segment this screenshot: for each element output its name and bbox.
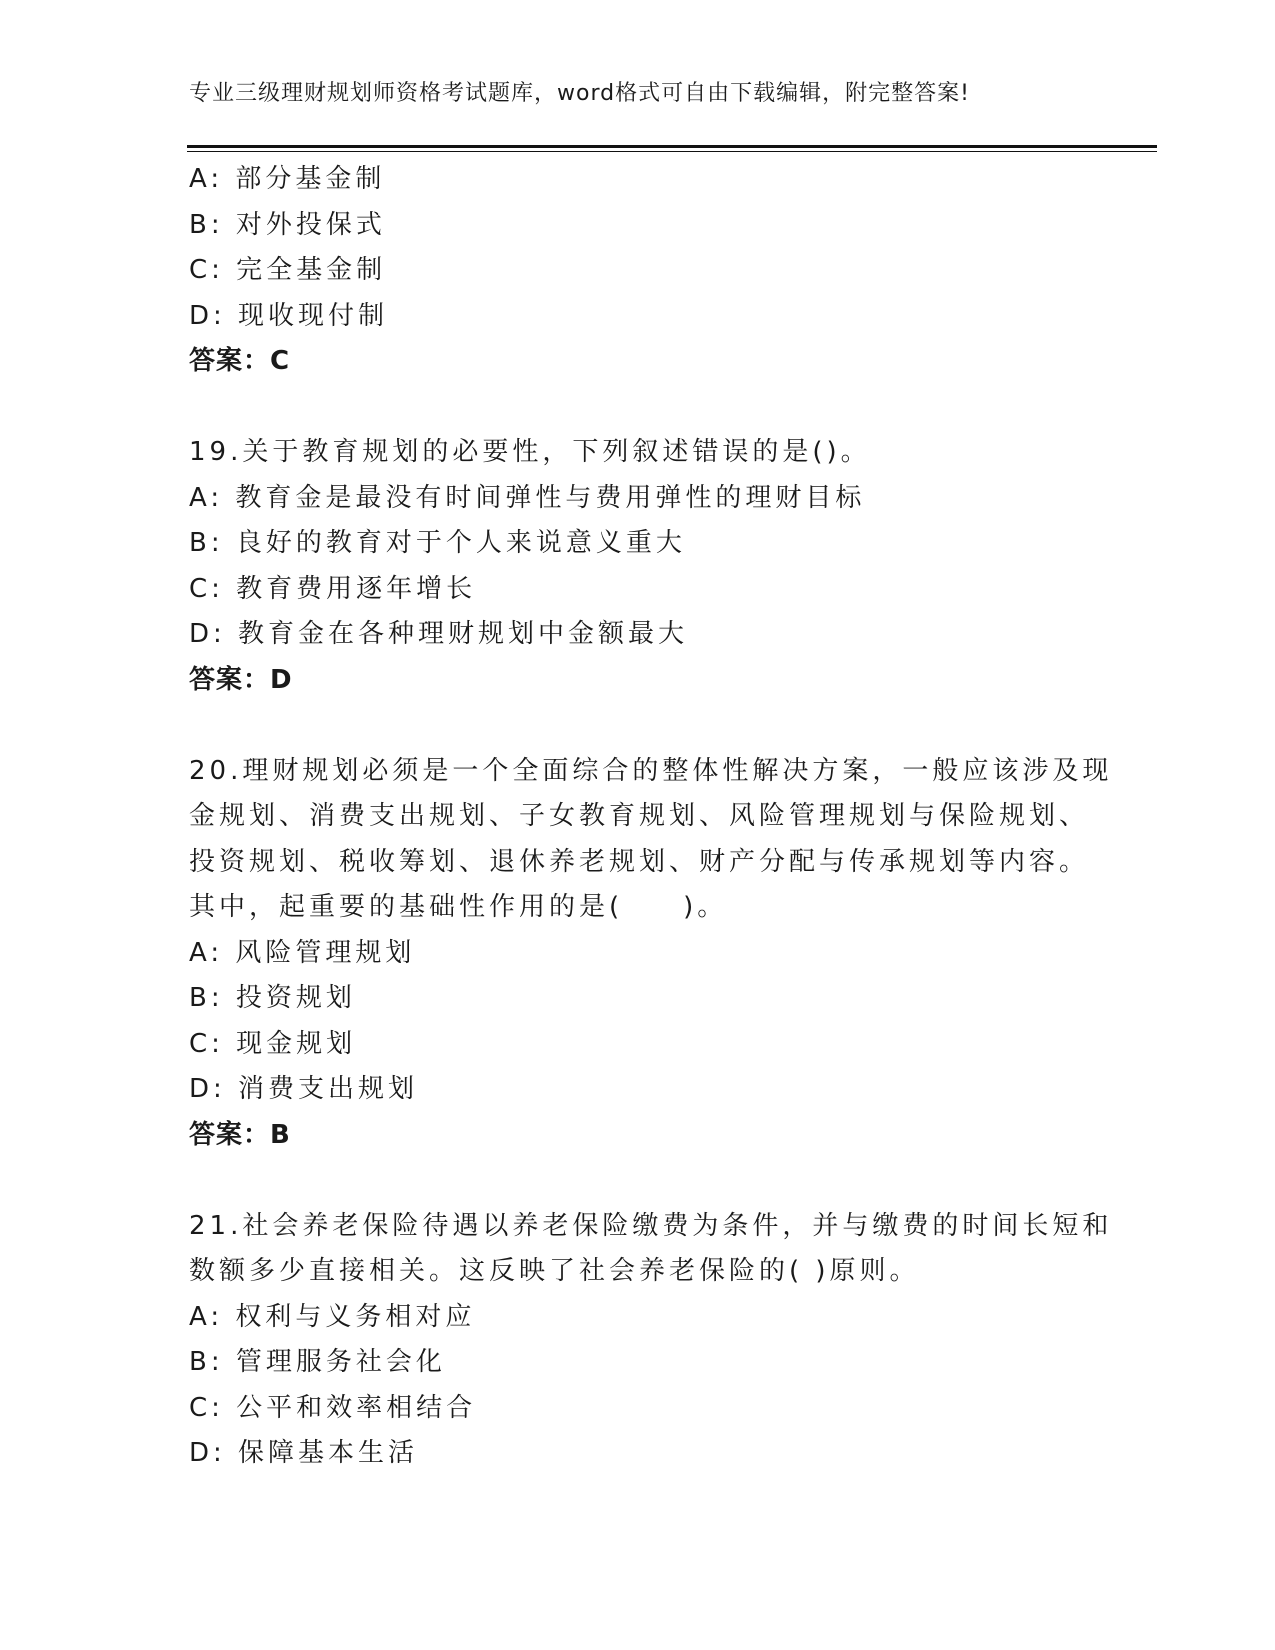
option-c: C: 现金规划	[189, 1028, 357, 1059]
question-stem: 20.理财规划必须是一个全面综合的整体性解决方案，一般应该涉及现	[189, 755, 1113, 786]
question-18-block	[189, 157, 1089, 385]
option-a: A: 风险管理规划	[189, 937, 416, 968]
option-c: C: 完全基金制	[189, 255, 387, 285]
question-stem: 其中，起重要的基础性作用的是( )。	[189, 892, 728, 922]
option-c: C: 公平和效率相结合	[189, 1392, 477, 1423]
option-c: C: 教育费用逐年增长	[189, 573, 477, 604]
option-b: B: 管理服务社会化	[189, 1347, 446, 1377]
option-d: D: 保障基本生活	[189, 1438, 419, 1468]
option-a: A: 部分基金制	[189, 164, 386, 194]
option-d: D: 教育金在各种理财规划中金额最大	[189, 619, 689, 649]
header-rule-thick	[187, 145, 1157, 148]
question-21-block	[189, 1204, 1113, 1477]
option-d: D: 消费支出规划	[189, 1074, 419, 1104]
question-19-block	[189, 430, 1089, 703]
spacer	[189, 1158, 1089, 1204]
option-a: A: 教育金是最没有时间弹性与费用弹性的理财目标	[189, 482, 866, 513]
question-stem: 金规划、消费支出规划、子女教育规划、风险管理规划与保险规划、	[189, 801, 1090, 831]
header-rule-thin	[187, 151, 1157, 152]
option-b: B: 对外投保式	[189, 209, 386, 240]
question-stem: 19.关于教育规划的必要性，下列叙述错误的是()。	[189, 437, 871, 467]
answer: 答案：D	[189, 664, 293, 695]
question-stem: 21.社会养老保险待遇以养老保险缴费为条件，并与缴费的时间长短和	[189, 1210, 1113, 1241]
option-d: D: 现收现付制	[189, 300, 389, 331]
spacer	[189, 703, 1089, 749]
option-b: B: 良好的教育对于个人来说意义重大	[189, 528, 686, 558]
answer: 答案：C	[189, 346, 291, 376]
page-header: 专业三级理财规划师资格考试题库，word格式可自由下载编辑，附完整答案!	[189, 81, 970, 106]
answer: 答案：B	[189, 1119, 291, 1150]
spacer	[189, 385, 1089, 431]
question-20-block	[189, 749, 1113, 1159]
option-a: A: 权利与义务相对应	[189, 1301, 476, 1332]
question-stem: 数额多少直接相关。这反映了社会养老保险的( )原则。	[189, 1256, 920, 1286]
option-b: B: 投资规划	[189, 983, 356, 1013]
question-content	[189, 157, 1113, 1477]
question-stem: 投资规划、税收筹划、退休养老规划、财产分配与传承规划等内容。	[189, 846, 1090, 877]
